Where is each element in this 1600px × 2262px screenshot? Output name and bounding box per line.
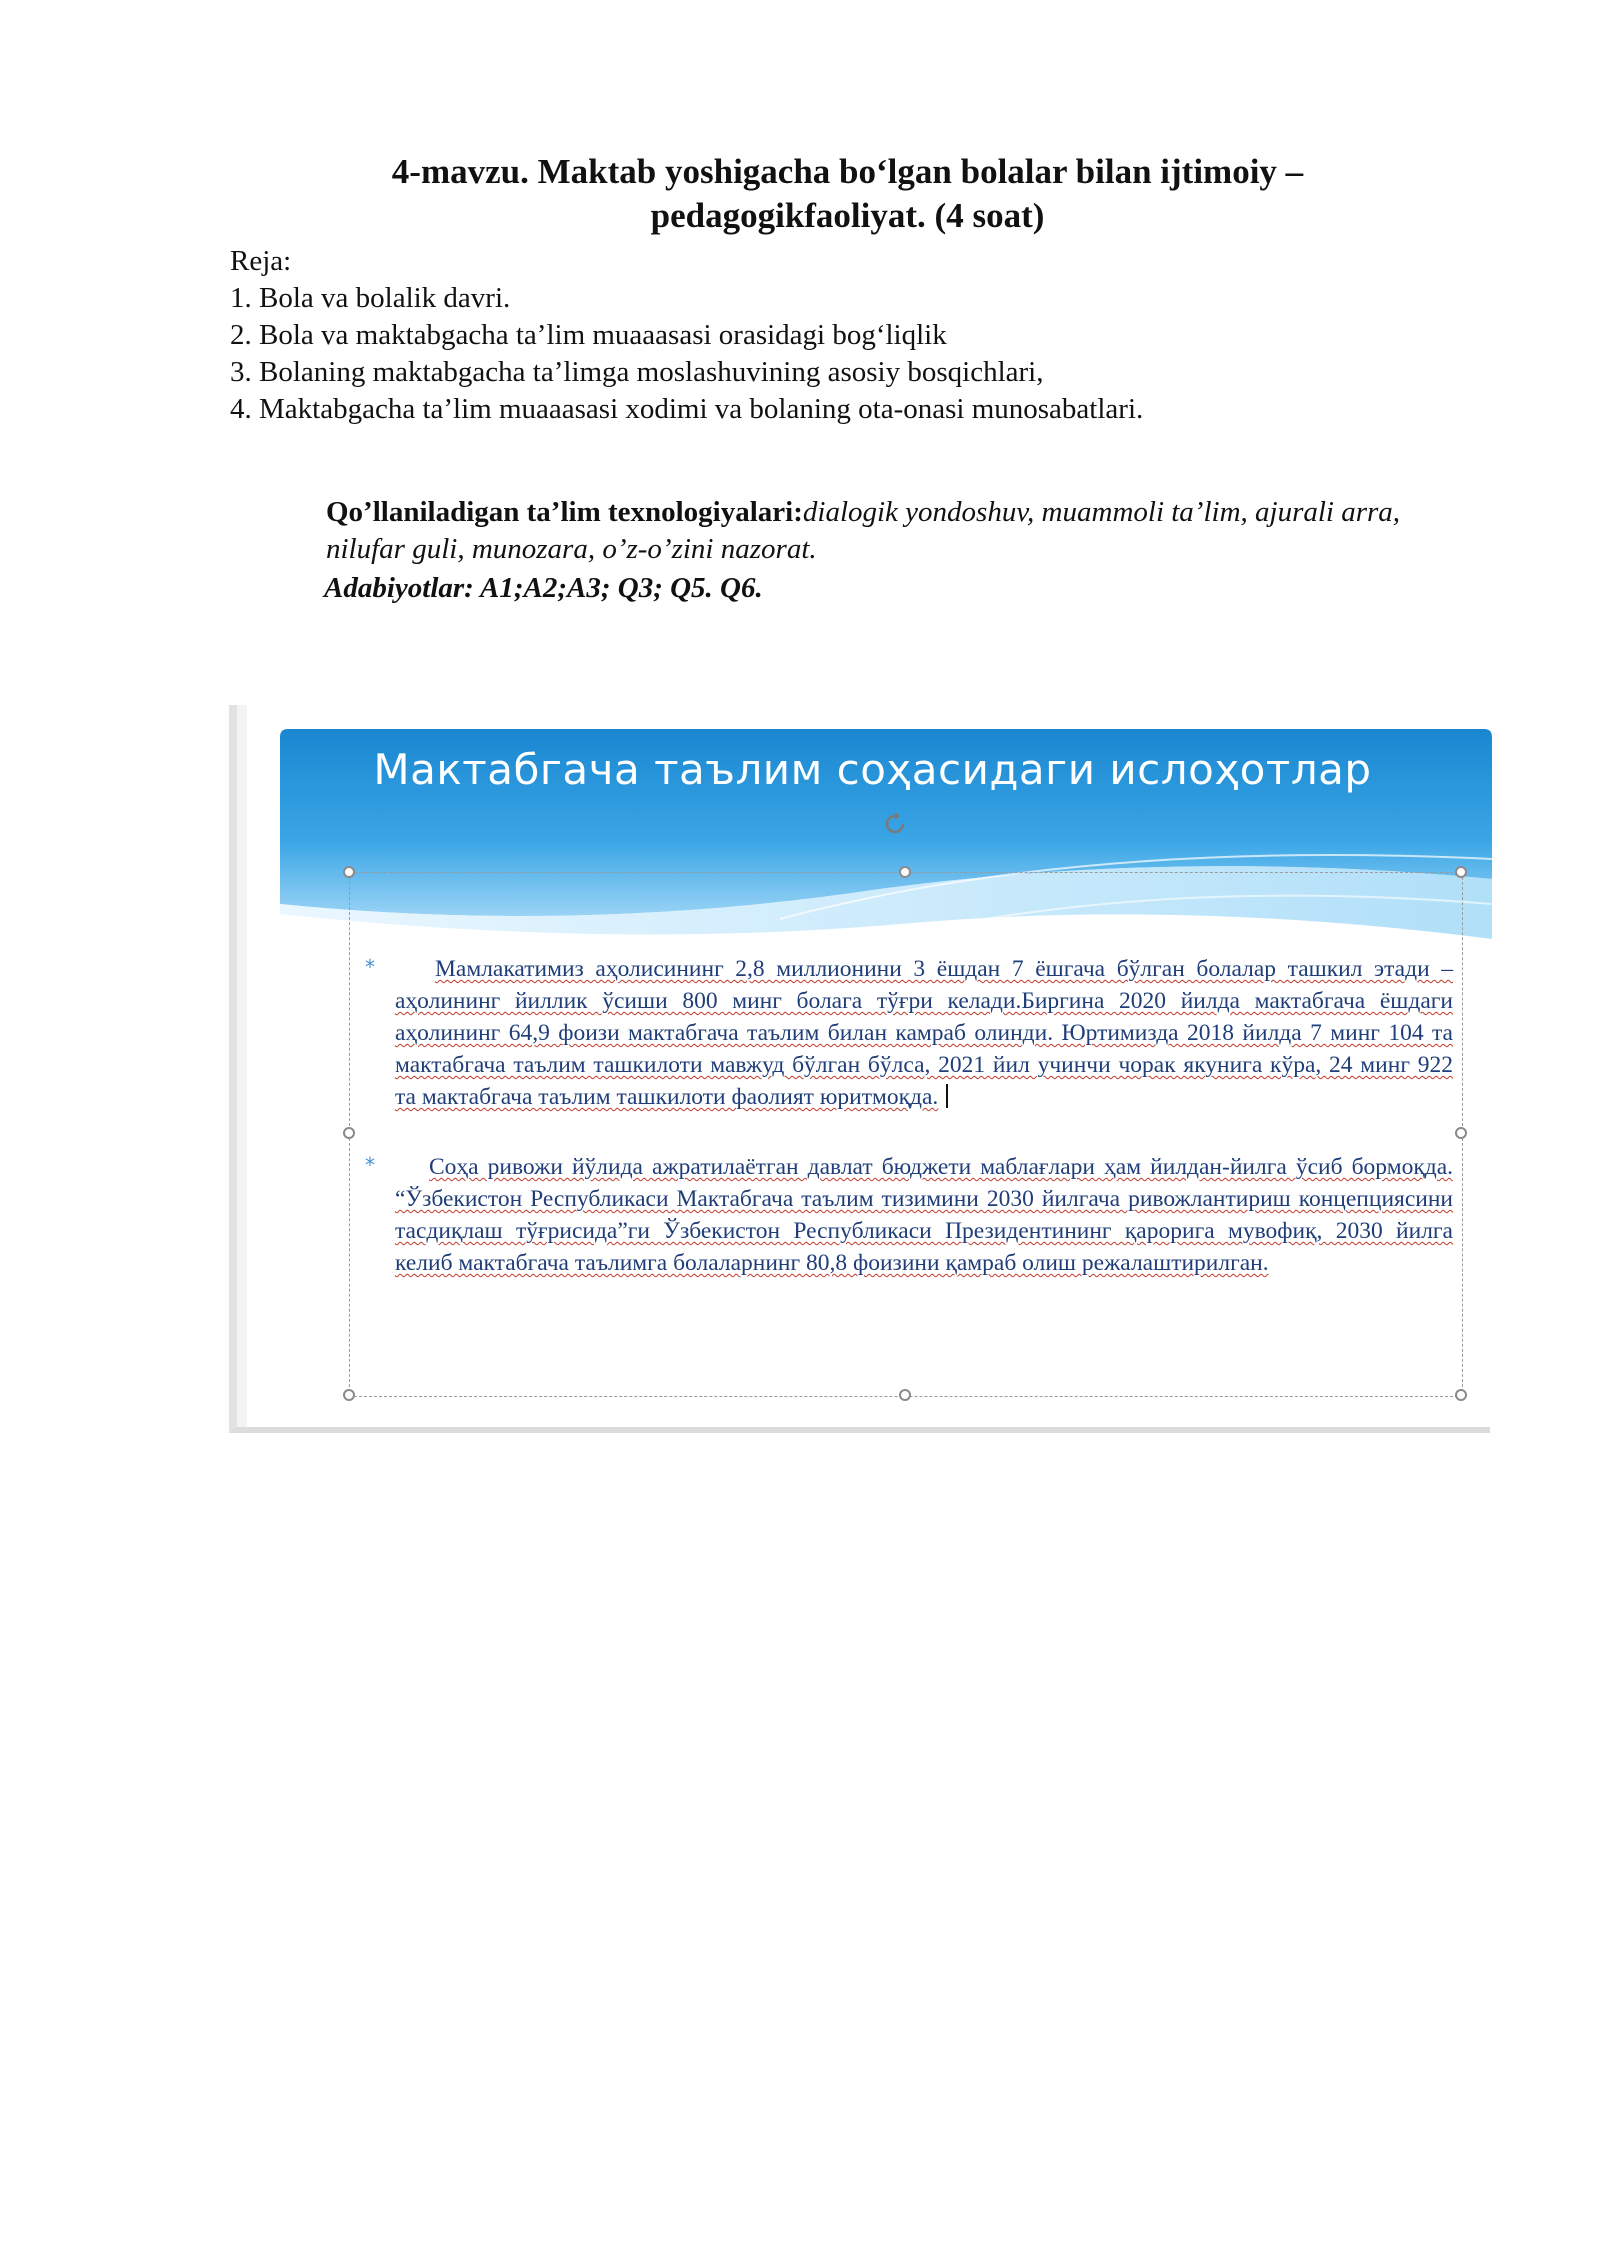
plan-item-2: 2. Bola va maktabgacha ta’lim muaaasasi orasidagi bog‘liqlik xyxy=(230,319,947,351)
resize-handle-bottom-center[interactable] xyxy=(899,1389,911,1401)
resize-handle-bottom-right[interactable] xyxy=(1455,1389,1467,1401)
resize-handle-middle-right[interactable] xyxy=(1455,1127,1467,1139)
technologies-label: Qo’llaniladigan ta’lim texnologiyalari: xyxy=(326,496,803,528)
slide-screenshot xyxy=(229,705,1490,1433)
plan-label: Reja: xyxy=(230,245,292,277)
slide-paragraph-2[interactable] xyxy=(395,1151,1453,1279)
plan-section xyxy=(230,243,1430,428)
resize-handle-top-left[interactable] xyxy=(343,866,355,878)
technologies-text: dialogik yondoshuv, muammoli ta’lim, ajurali arra, nilufar guli, munozara, o’z-o’zini nazorat. xyxy=(326,496,1401,565)
resize-handle-top-center[interactable] xyxy=(899,866,911,878)
paragraph-1-text: Мамлакатимиз аҳолисининг 2,8 миллионини 3 ёшдан 7 ёшгача бўлган болалар ташкил этади – аҳолининг йиллик ўсиши 800 минг болага тўғри келади.Биргина 2020 йилда мактабгача ёшдаги аҳолининг 64,9 фоизи мактабгача таълим билан камраб олинди. Юртимизда 2018 йилда 7 минг 104 та мактабгача таълим ташкилоти мавжуд бўлган бўлса, 2021 йил учинчи чорак якунига кўра, 24 минг 922 та мактабгача таълим ташкилоти фаолият юритмоқда. xyxy=(395,956,1453,1110)
slide-paragraph-1[interactable] xyxy=(395,953,1453,1113)
paragraph-2-text: Соҳа ривожи йўлида ажратилаётган давлат бюджети маблағлари ҳам йилдан-йилга ўсиб бормоқда. “Ўзбекистон Республикаси Мактабгача таълим тизимини 2030 йилгача ривожлантириш концепциясини тасдиқлаш тўғрисида”ги Ўзбекистон Республикаси Президентининг қарорига мувофиқ, 2030 йилга келиб мактабгача таълимга болаларнинг 80,8 фоизини қамраб олиш режалаштирилган. xyxy=(395,1154,1453,1276)
title-line-1: 4-mavzu. Maktab yoshigacha bo‘lgan bolalar bilan ijtimoiy – xyxy=(391,152,1304,191)
literature-line: Adabiyotlar: A1;A2;A3; Q3; Q5. Q6. xyxy=(324,572,763,604)
bullet-marker-2: * xyxy=(365,1153,375,1177)
resize-handle-middle-left[interactable] xyxy=(343,1127,355,1139)
slide-title: Мактабгача таълим соҳасидаги ислоҳотлар xyxy=(373,745,1372,794)
resize-handle-top-right[interactable] xyxy=(1455,866,1467,878)
text-box-selection[interactable] xyxy=(349,872,1463,1397)
technologies-paragraph xyxy=(326,494,1476,568)
resize-handle-bottom-left[interactable] xyxy=(343,1389,355,1401)
text-cursor xyxy=(946,1084,948,1108)
title-line-2: pedagogikfaoliyat. (4 soat) xyxy=(650,196,1045,235)
plan-item-1: 1. Bola va bolalik davri. xyxy=(230,282,511,314)
plan-item-3: 3. Bolaning maktabgacha ta’limga moslashuvining asosiy bosqichlari, xyxy=(230,356,1044,388)
rotate-handle-icon[interactable] xyxy=(881,810,909,838)
plan-item-4: 4. Maktabgacha ta’lim muaaasasi xodimi va bolaning ota-onasi munosabatlari. xyxy=(230,393,1144,425)
bullet-marker-1: * xyxy=(365,955,375,979)
document-title xyxy=(330,150,1365,238)
slide-canvas xyxy=(247,705,1498,1427)
